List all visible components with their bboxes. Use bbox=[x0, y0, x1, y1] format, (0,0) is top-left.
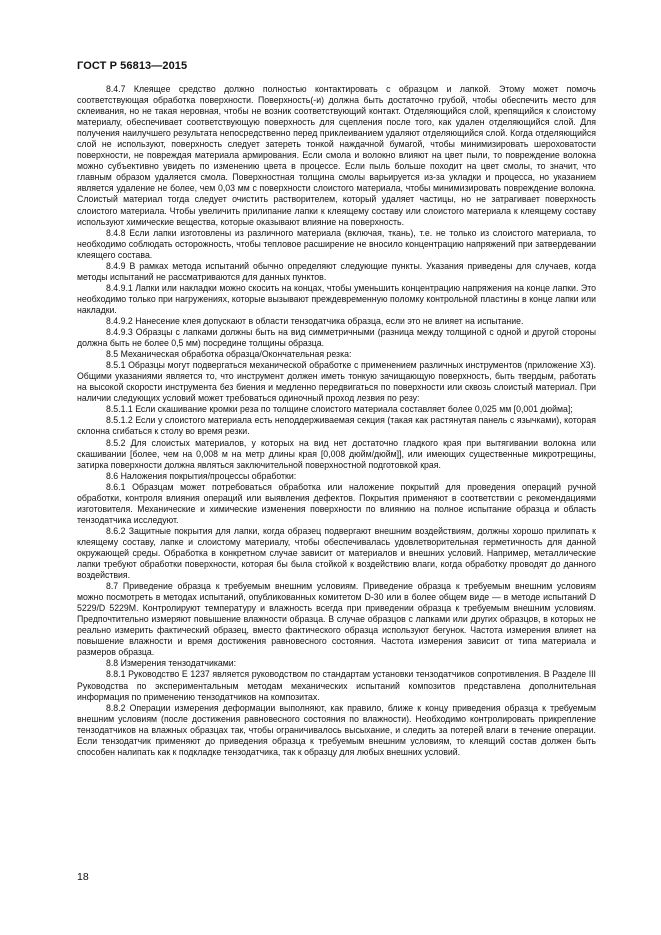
section-heading-8-5: 8.5 Механическая обработка образца/Окончательная резка: bbox=[106, 349, 352, 360]
paragraph-8-4-7: 8.4.7 Клеящее средство должно полностью контактировать с образцом и лапкой. Этому может помочь соответствующая обработка поверхности. Поверхность(-и) должна быть достаточно грубой, чтобы обеспечить место для склеивания, но не такая неровная, чтобы не возник соответствующий контакт. Отделяющийся слой, крепящийся к слоистому материалу, обеспечивает соответствующую поверхность для сцепления после того, как удален отделяющийся слой. Для получения наилучшего результата непосредственно перед приклеиванием удаляют отделяющийся слой. Когда отделяющийся слой не используют, поверхность следует затереть тонкой наждачной бумагой, чтобы минимизировать шероховатости поверхности, не повреждая материала армирования. Если смола и волокно влияют на цвет пыли, то повреждение волокна можно субъективно увидеть по изменению цвета в процессе. Если пыль больше походит на цвет смолы, то значит, что главным образом удаляется смола. Поверхностная толщина смолы варьируется из-за укладки и процесса, но указанием является удаление не более, чем 0,03 мм с поверхности слоистого материала, чтобы минимизировать повреждение волокна. Слоистый материал тогда следует очистить растворителем, который удаляет частицы, но не затрагивает поверхность слоистого материала. Чтобы увеличить прилипание лапки к клеящему составу или слоистого материала к клеящему составу используют химические вещества, которые оказывают влияние на поверхность. bbox=[77, 84, 596, 227]
paragraph-8-8-2: 8.8.2 Операции измерения деформации выполняют, как правило, ближе к концу приведения образца к требуемым внешним условиям (после достижения равновесного состояния по влажности). Необходимо контролировать прикрепление тензодатчиков на влажных образцах так, чтобы ограничивалось высыхание, и следить за потерей влаги в течение операции. Если тензодатчик применяют до приведения образца к требуемым внешним условиям, то клеящий состав должен быть способен налипать как к подкладке тензодатчика, так к образцу для любых внешних условий. bbox=[77, 702, 596, 757]
paragraph-8-5-1: 8.5.1 Образцы могут подвергаться механической обработке с применением различных инструментов (приложение X3). Общими указаниями является то, что инструмент должен иметь тонкую зачищающую поверхность, быть твердым, работать на высокой скорости инструмента без биения и медленно передвигаться по поверхности или сквозь слоистый материал. При наличии следующих условий может требоваться одиночный проход лезвия по резу: bbox=[77, 360, 596, 404]
paragraph-8-4-8: 8.4.8 Если лапки изготовлены из различного материала (включая, ткань), т.е. не только из слоистого материала, то необходимо соблюдать осторожность, чтобы тепловое расширение не вносило концентрацию напряжений при затвердевании клеящего состава. bbox=[77, 227, 596, 260]
section-heading-8-8: 8.8 Измерения тензодатчиками: bbox=[106, 658, 237, 669]
paragraph-8-6-2: 8.6.2 Защитные покрытия для лапки, когда образец подвергают внешним воздействиям, должны хорошо прилипать к клеящему составу, лапке и слоистому материалу, чтобы обеспечивалась удовлетворительная герметичность для данной окружающей среды. Обработка в конкретном случае зависит от материалов и внешних условий. Например, металлические лапки требуют обработки поверхности, которая бы была стойкой к воздействию влаги, когда обработку проводят до данного воздействия. bbox=[77, 525, 596, 581]
paragraph-8-5-2: 8.5.2 Для слоистых материалов, у которых на вид нет достаточно гладкого края при вытягивании волокна или скашивании [более, чем на 0,008 м на метр длины края [0,008 дюйм/дюйм]], или имеющих существенные микротрещины, затирка поверхности должна являться заключительной поверхностной подготовкой края. bbox=[77, 437, 596, 470]
section-heading-8-6: 8.6 Наложения покрытия/процессы обработки: bbox=[106, 470, 297, 481]
paragraph-8-7: 8.7 Приведение образца к требуемым внешним условиям. Приведение образца к требуемым внешним условиям можно посмотреть в методах испытаний, опубликованных комитетом D-30 или в более общем виде — в методе испытаний D 5229/D 5229M. Контролируют температуру и влажность всегда при приведении образца к требуемым внешним условиям. Предпочтительно измеряют повышение влажности образца. В случае образцов с лапками или других образцов, в которых не реально измерить фактический образец, вместо фактического образца используют бегунок. Частота измерения влияет на повышение влажности и время достижения равновесного состояния. Частота измерения зависит от типа материала и размеров образца. bbox=[77, 581, 596, 658]
document-body bbox=[77, 84, 596, 758]
paragraph-8-8-1: 8.8.1 Руководство Е 1237 является руководством по стандартам установки тензодатчиков сопротивления. В Разделе III Руководства по экспериментальным методам механических испытаний композитов представлена дополнительная информация по применению тензодатчиков на композитах. bbox=[77, 669, 596, 702]
paragraph-8-6-1: 8.6.1 Образцам может потребоваться обработка или наложение покрытий для проведения операций ручной обработки, контроля влияния операций или выявления дефектов. Покрытия применяют в соответствии с рекомендациями изготовителя. Механические и химические изменения поверхности по влиянию на полное испытание образца и область тензодатчика исследуют. bbox=[77, 481, 596, 525]
paragraph-8-4-9: 8.4.9 В рамках метода испытаний обычно определяют следующие пункты. Указания приведены для случаев, когда методы испытаний не рассматриваются для данных пунктов. bbox=[77, 260, 596, 282]
paragraph-8-4-9-2: 8.4.9.2 Нанесение клея допускают в области тензодатчика образца, если это не влияет на испытание. bbox=[106, 315, 524, 326]
paragraph-8-5-1-1: 8.5.1.1 Если скашивание кромки реза по толщине слоистого материала составляет более 0,025 мм [0,001 дюйма]; bbox=[106, 404, 573, 415]
document-header: ГОСТ Р 56813—2015 bbox=[77, 60, 188, 72]
paragraph-8-5-1-2: 8.5.1.2 Если у слоистого материала есть неподдерживаемая секция (такая как растянутая панель с язычками), которая склонна сгибаться к столу во время резки. bbox=[77, 415, 596, 437]
paragraph-8-4-9-1: 8.4.9.1 Лапки или накладки можно скосить на концах, чтобы уменьшить концентрацию напряжения на конце лапки. Это необходимо только при нагружениях, которые вызывают преждевременную поломку контрольной пластины в конце лапки или накладки. bbox=[77, 282, 596, 315]
page-number: 18 bbox=[77, 871, 89, 883]
paragraph-8-4-9-3: 8.4.9.3 Образцы с лапками должны быть на вид симметричными (разница между толщиной с одной и другой стороны должна быть не более 0,5 мм) посредине толщины образца. bbox=[77, 327, 596, 349]
